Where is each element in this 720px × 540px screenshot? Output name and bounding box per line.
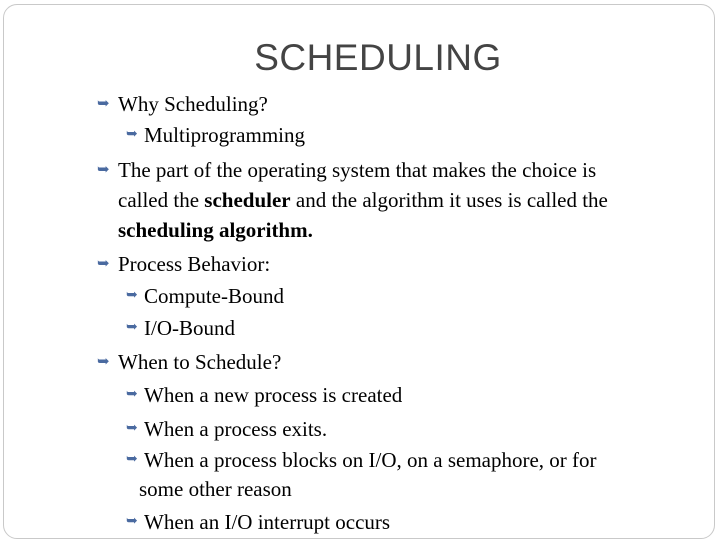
bullet-io-bound: ➥ I/O-Bound bbox=[144, 313, 235, 343]
curved-arrow-bullet-icon: ➥ bbox=[126, 127, 138, 142]
curved-arrow-bullet-icon: ➥ bbox=[126, 421, 138, 436]
curved-arrow-bullet-icon: ➥ bbox=[126, 514, 138, 529]
bullet-process-blocks-line2: some other reason bbox=[139, 477, 292, 501]
bullet-io-interrupt: ➥ When an I/O interrupt occurs bbox=[144, 507, 390, 537]
curved-arrow-bullet-icon: ➥ bbox=[97, 96, 110, 112]
term-scheduler: scheduler bbox=[204, 188, 291, 212]
curved-arrow-bullet-icon: ➥ bbox=[97, 354, 110, 370]
curved-arrow-bullet-icon: ➥ bbox=[97, 256, 110, 272]
bullet-process-behavior: ➥ Process Behavior: bbox=[118, 249, 270, 279]
curved-arrow-bullet-icon: ➥ bbox=[126, 387, 138, 402]
bullet-when-to-schedule: ➥ When to Schedule? bbox=[118, 347, 281, 377]
bullet-process-exits: ➥ When a process exits. bbox=[144, 414, 327, 444]
bullet-scheduler-definition-line3 bbox=[118, 215, 313, 245]
term-scheduling-algorithm: scheduling algorithm. bbox=[118, 218, 313, 242]
curved-arrow-bullet-icon: ➥ bbox=[97, 162, 110, 178]
curved-arrow-bullet-icon: ➥ bbox=[126, 320, 138, 335]
bullet-process-blocks: ➥ When a process blocks on I/O, on a semaphore, or for bbox=[144, 445, 597, 475]
slide-title: SCHEDULING bbox=[254, 37, 502, 78]
curved-arrow-bullet-icon: ➥ bbox=[126, 452, 138, 467]
bullet-compute-bound: ➥ Compute-Bound bbox=[144, 281, 284, 311]
curved-arrow-bullet-icon: ➥ bbox=[126, 288, 138, 303]
bullet-scheduler-definition-line2: called the scheduler and the algorithm it uses is called the bbox=[118, 188, 608, 212]
bullet-why-scheduling: ➥ Why Scheduling? bbox=[118, 89, 268, 119]
bullet-multiprogramming: ➥ Multiprogramming bbox=[144, 120, 305, 150]
bullet-scheduler-definition: ➥ The part of the operating system that makes the choice is bbox=[118, 155, 596, 185]
bullet-new-process: ➥ When a new process is created bbox=[144, 380, 402, 410]
